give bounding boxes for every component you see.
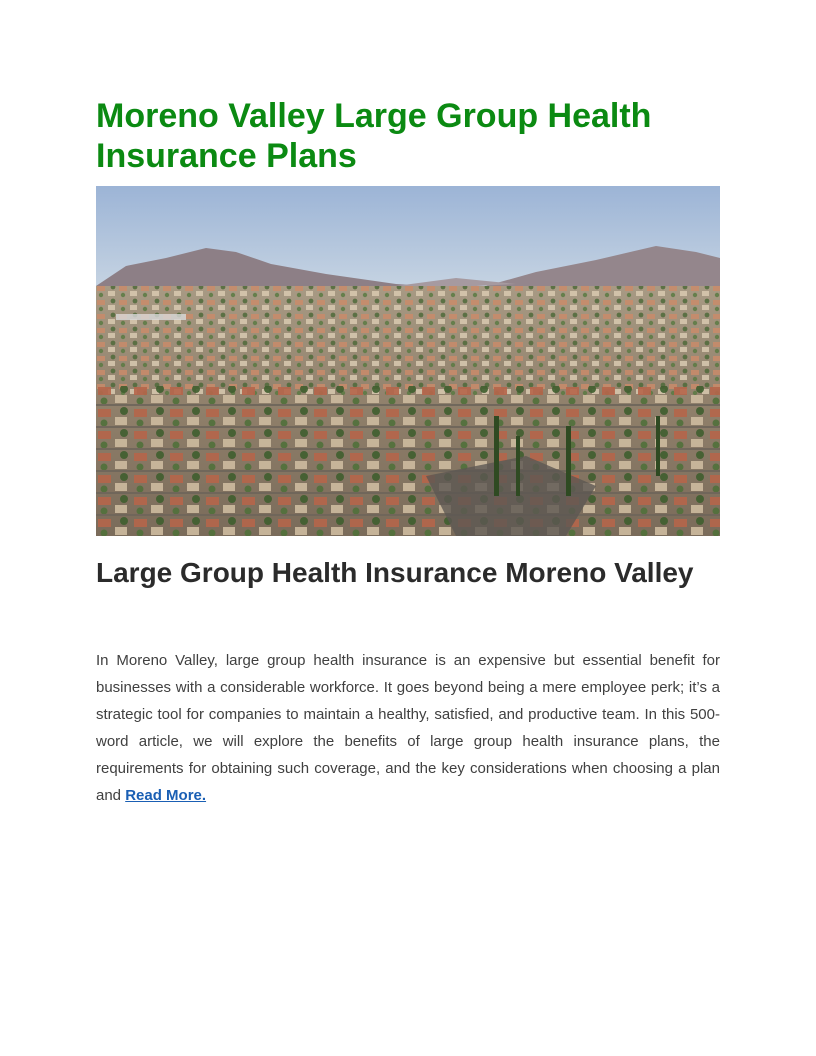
section-heading: Large Group Health Insurance Moreno Valley bbox=[96, 557, 694, 588]
read-more-link[interactable]: Read More. bbox=[125, 787, 207, 804]
intro-paragraph bbox=[96, 647, 720, 809]
aerial-city-photo bbox=[96, 186, 720, 536]
paragraph-text: In Moreno Valley, large group health insurance is an expensive but essential benefit for businesses with a considerable workforce. It goes beyond being a mere employee perk; it’s a strategic tool for companies to maintain a healthy, satisfied, and productive team. In this 500-word article, we will explore the benefits of large group health insurance plans, the requirements for obtaining such coverage, and the key considerations when choosing a plan and bbox=[96, 652, 720, 804]
page-title: Moreno Valley Large Group Health Insurance Plans bbox=[96, 97, 652, 175]
